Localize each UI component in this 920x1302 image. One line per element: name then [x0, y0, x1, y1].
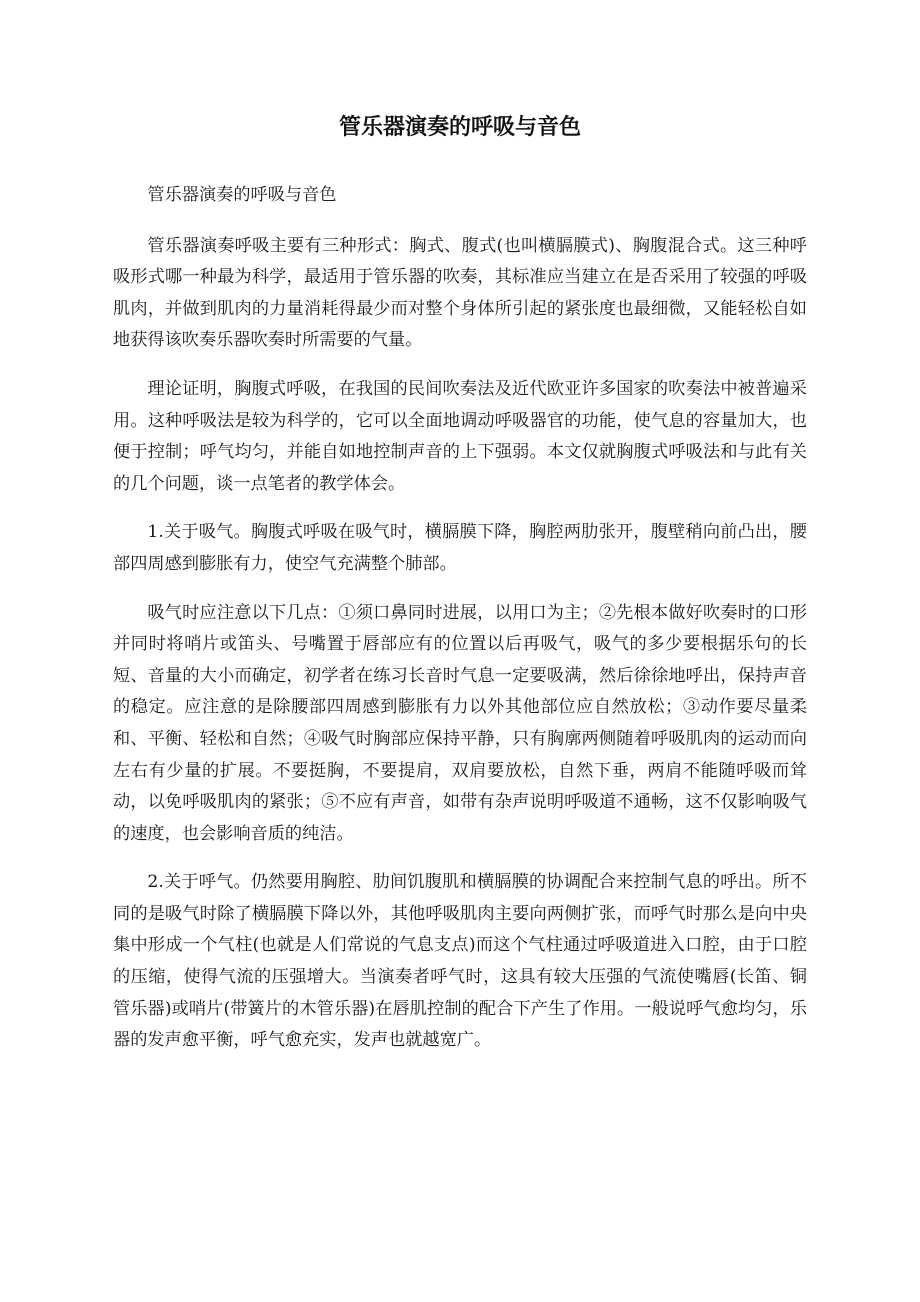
inhale-section-paragraph: 1.关于吸气。胸腹式呼吸在吸气时，横膈膜下降，胸腔两肋张开，腹壁稍向前凸出，腰部四周感到膨胀有力，使空气充满整个肺部。 — [113, 522, 807, 574]
exhale-section-paragraph: 2.关于呼气。仍然要用胸腔、肋间饥腹肌和横膈膜的协调配合来控制气息的呼出。所不同的是吸气时除了横膈膜下降以外，其他呼吸肌肉主要向两侧扩张，而呼气时那么是向中央集中形成一个气柱(也就是人们常说的气息支点)而这个气柱通过呼吸道进入口腔，由于口腔的压缩，使得气流的压强增大。当演奏者呼气时，这具有较大压强的气流使嘴唇(长笛、铜管乐器)或哨片(带簧片的木管乐器)在唇肌控制的配合下产生了作用。一般说呼气愈均匀，乐器的发声愈平衡，呼气愈充实，发声也就越宽广。 — [113, 872, 807, 1051]
document-body — [113, 180, 807, 1074]
document-title: 管乐器演奏的呼吸与音色 — [338, 115, 581, 140]
subtitle-paragraph: 管乐器演奏的呼吸与音色 — [147, 185, 337, 205]
intro-paragraph: 管乐器演奏呼吸主要有三种形式：胸式、腹式(也叫横膈膜式)、胸腹混合式。这三种呼吸形式哪一种最为科学，最适用于管乐器的吹奏，其标准应当建立在是否采用了较强的呼吸肌肉，并做到肌肉的力量消耗得最少而对整个身体所引起的紧张度也最细微，又能轻松自如地获得该吹奏乐器吹奏时所需要的气量。 — [113, 235, 807, 351]
inhale-notes-paragraph: 吸气时应注意以下几点：①须口鼻同时进展，以用口为主；②先根本做好吹奏时的口形并同时将哨片或笛头、号嘴置于唇部应有的位置以后再吸气，吸气的多少要根据乐句的长短、音量的大小而确定，初学者在练习长音时气息一定要吸满，然后徐徐地呼出，保持声音的稳定。应注意的是除腰部四周感到膨胀有力以外其他部位应自然放松；③动作要尽量柔和、平衡、轻松和自然；④吸气时胸部应保持平静，只有胸廓两侧随着呼吸肌肉的运动而向左右有少量的扩展。不要挺胸，不要提肩，双肩要放松，自然下垂，两肩不能随呼吸而耸动，以免呼吸肌肉的紧张；⑤不应有声音，如带有杂声说明呼吸道不通畅，这不仅影响吸气的速度，也会影响音质的纯洁。 — [113, 602, 807, 844]
theory-paragraph: 理论证明，胸腹式呼吸，在我国的民间吹奏法及近代欧亚许多国家的吹奏法中被普遍采用。这种呼吸法是较为科学的，它可以全面地调动呼吸器官的功能，使气息的容量加大，也便于控制；呼气均匀，并能自如地控制声音的上下强弱。本文仅就胸腹式呼吸法和与此有关的几个问题，谈一点笔者的教学体会。 — [113, 378, 807, 494]
